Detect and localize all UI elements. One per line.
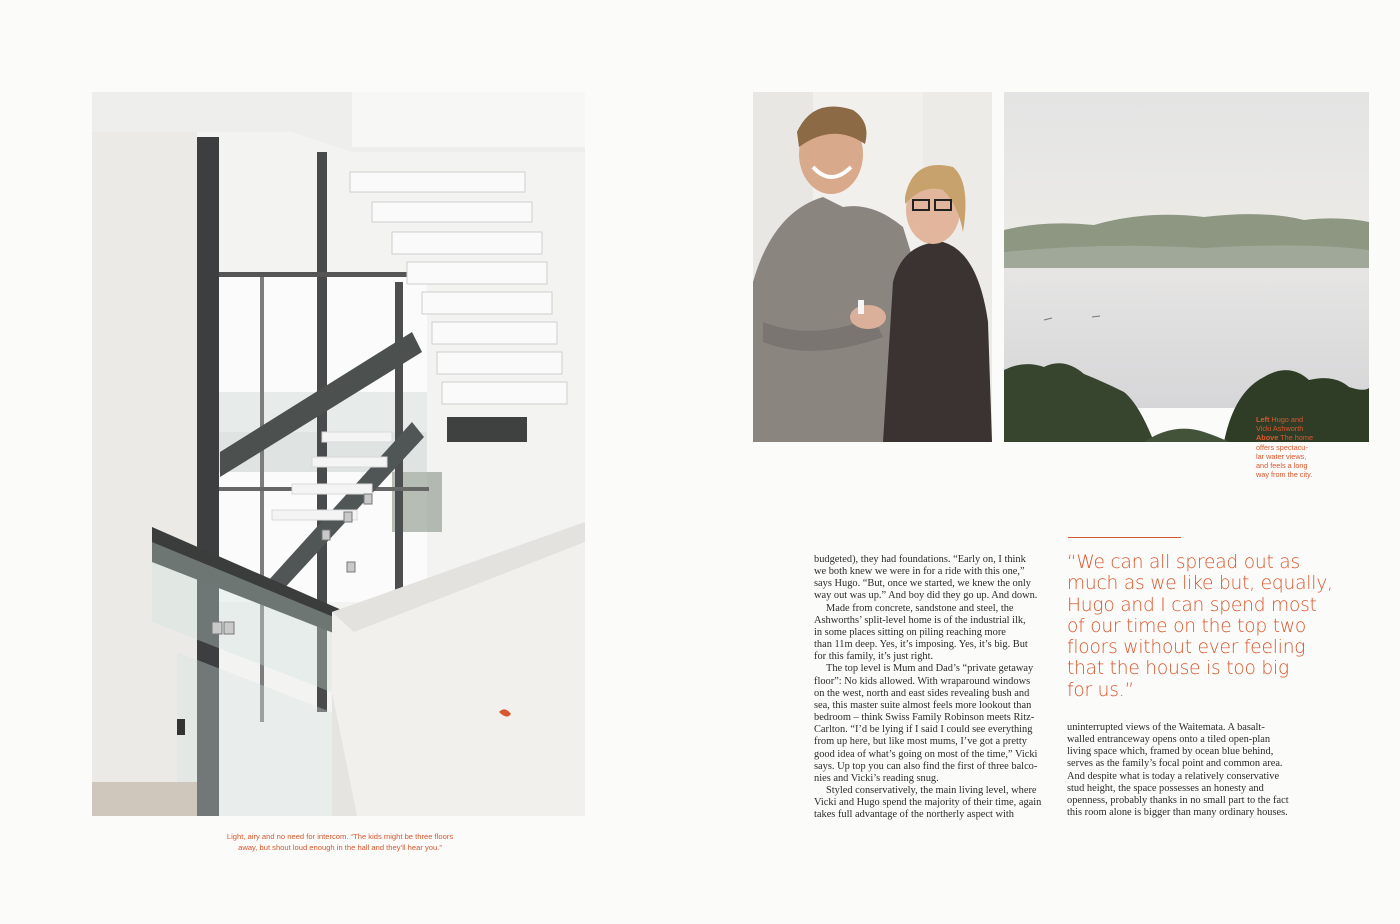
pull-quote-line: that the house is too big xyxy=(1067,658,1289,680)
body-line: than 11m deep. Yes, it’s imposing. Yes, it’s big. But xyxy=(814,639,1028,651)
caption-line: way from the city. xyxy=(1256,470,1313,480)
photos-caption xyxy=(1256,415,1326,479)
caption-line xyxy=(1256,433,1326,442)
caption-line: and feels a long xyxy=(1256,461,1308,471)
body-line: Styled conservatively, the main living level, where xyxy=(826,784,1037,796)
caption-line: Light, airy and no need for intercom. “The kids might be three floors xyxy=(226,832,454,841)
couple-photo xyxy=(753,92,992,442)
water-view-photo xyxy=(1004,92,1369,442)
body-line: The top level is Mum and Dad’s “private getaway xyxy=(826,663,1034,675)
body-line: good idea of what’s going on most of the time,” Vicki xyxy=(814,748,1038,760)
staircase-photo xyxy=(92,92,585,816)
body-line: we both knew we were in for a ride with this one,” xyxy=(814,566,1025,578)
body-line: serves as the family’s focal point and common area. xyxy=(1067,758,1283,770)
pull-quote-line: “We can all spread out as xyxy=(1067,552,1300,573)
body-line: walled entranceway opens onto a tiled open-plan xyxy=(1067,734,1271,746)
pull-quote-rule xyxy=(1068,537,1181,538)
caption-line xyxy=(1256,415,1326,424)
pull-quote-line: floors without ever feeling xyxy=(1067,637,1306,659)
staircase-caption xyxy=(180,832,500,853)
caption-line: lar water views, xyxy=(1256,451,1307,461)
body-line: Carlton. “I’d be lying if I said I could see everything xyxy=(814,724,1033,736)
pull-quote-line: Hugo and I can spend most xyxy=(1067,594,1317,616)
caption-label-above: Above xyxy=(1256,433,1279,443)
body-line: budgeted), they had foundations. “Early on, I think xyxy=(814,554,1026,565)
body-line: on the west, north and east sides revealing bush and xyxy=(814,687,1030,699)
body-line: Vicki and Hugo spend the majority of their time, again xyxy=(814,797,1042,809)
body-line: And despite what is today a relatively conservative xyxy=(1067,770,1280,782)
body-line: says Hugo. “But, once we started, we knew the only xyxy=(814,578,1031,590)
body-line: takes full advantage of the northerly aspect with xyxy=(814,809,1014,821)
body-line: nies and Vicki’s reading snug. xyxy=(814,772,939,784)
body-line: openness, probably thanks in no small part to the fact xyxy=(1067,794,1289,806)
caption-line: Vicki Ashworth xyxy=(1256,424,1304,434)
article-column-2 xyxy=(1067,722,1312,819)
pull-quote-line: of our time on the top two xyxy=(1067,615,1307,637)
caption-line: offers spectacu- xyxy=(1256,442,1308,452)
body-line: this room alone is bigger than many ordinary houses. xyxy=(1067,807,1288,819)
caption-line: away, but shout loud enough in the hall and they’ll hear you.” xyxy=(238,842,442,852)
body-line: uninterrupted views of the Waitemata. A basalt- xyxy=(1067,722,1265,733)
caption-label-left: Left xyxy=(1256,415,1270,424)
body-line: floor”: No kids allowed. With wraparound windows xyxy=(814,675,1031,687)
body-line: stud height, the space possesses an honesty and xyxy=(1067,782,1264,794)
body-line: sea, this master suite almost feels more lookout than xyxy=(814,699,1032,711)
pull-quote-line: much as we like but, equally, xyxy=(1067,573,1333,595)
body-line: living space which, framed by ocean blue behind, xyxy=(1067,746,1274,758)
body-line: says. Up top you can also find the first of three balco- xyxy=(814,760,1038,772)
caption-text: The home xyxy=(1278,433,1314,443)
body-line: in some places sitting on piling reaching more xyxy=(814,626,1006,638)
body-line: bedroom – think Swiss Family Robinson meets Ritz- xyxy=(814,712,1035,724)
body-line: way out was up.” And boy did they go up. And down. xyxy=(814,590,1038,602)
caption-text: Hugo and xyxy=(1269,415,1304,424)
pull-quote-line: for us.” xyxy=(1067,679,1134,701)
article-column-1 xyxy=(814,554,1059,821)
body-line: Made from concrete, sandstone and steel, the xyxy=(826,602,1014,614)
body-line: for this family, it’s just right. xyxy=(814,651,934,663)
body-line: from up here, but like most mums, I’ve got a pretty xyxy=(814,736,1027,748)
body-line: Ashworths’ split-level home is of the industrial ilk, xyxy=(814,614,1026,626)
pull-quote xyxy=(1067,552,1357,701)
